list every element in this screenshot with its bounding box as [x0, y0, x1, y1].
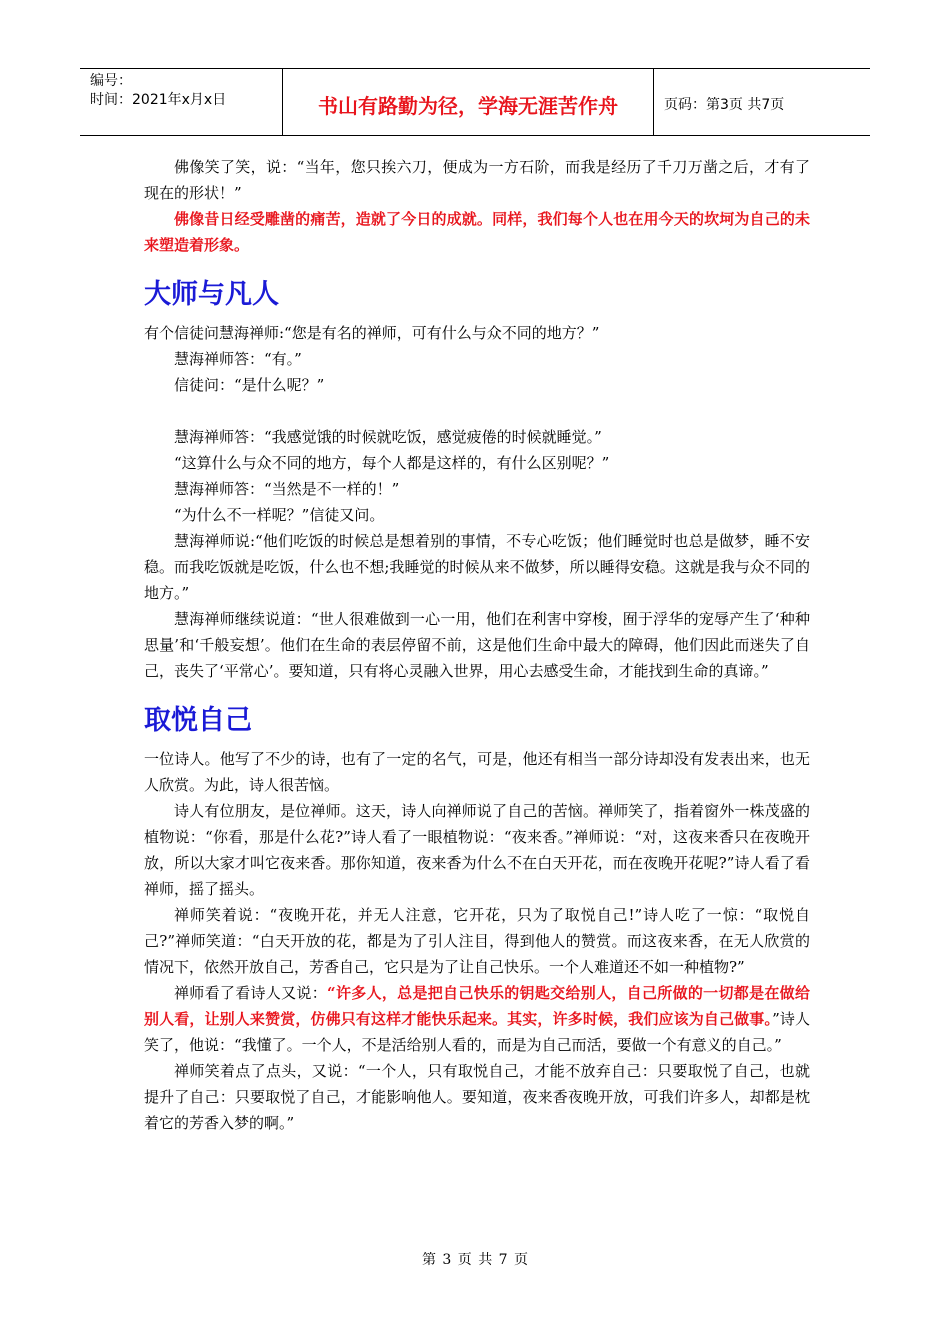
paragraph-tail: ”诗人笑了，他说：“我懂了。一个人，不是活给别人看的，而是为自己而活，要做一个有意义的自己。” [144, 1010, 810, 1054]
paragraph-lead: 禅师看了看诗人又说： [174, 984, 328, 1002]
page-footer: 第 3 页 共 7 页 [421, 1252, 529, 1268]
paragraph: 禅师笑着说：“夜晚开花，并无人注意，它开花，只为了取悦自己!”诗人吃了一惊：“取悦自己?”禅师笑道：“白天开放的花，都是为了引人注目，得到他人的赞赏。而这夜来香，在无人欣赏的情况下，依然开放自己，芳香自己，它只是为了让自己快乐。一个人难道还不如一种植物?” [144, 906, 810, 976]
paragraph: 禅师笑着点了点头，又说：“一个人，只有取悦自己，才能不放弃自己：只要取悦了自己，也就提升了自己：只要取悦了自己，才能影响他人。要知道，夜来香夜晚开放，可我们许多人，却都是枕着它的芳香入梦的啊。” [144, 1062, 810, 1132]
section-title-master: 大师与凡人 [144, 279, 279, 310]
paragraph: 慧海禅师继续说道：“世人很难做到一心一用，他们在利害中穿梭，囿于浮华的宠辱产生了‘种种思量’和‘千般妄想’。他们在生命的表层停留不前，这是他们生命中最大的障碍，他们因此而迷失了自己，丧失了‘平常心’。要知道，只有将心灵融入世界，用心去感受生命，才能找到生命的真谛。” [144, 610, 810, 680]
header-motto: 书山有路勤为径，学海无涯苦作舟 [282, 69, 654, 135]
highlight-text: “许多人，总是把自己快乐的钥匙交给别人，自己所做的一切都是在做给别人看，让别人来赞赏，仿佛只有这样才能快乐起来。其实，许多时候，我们应该为自己做事。 [144, 984, 810, 1028]
paragraph: 慧海禅师说:“他们吃饭的时候总是想着别的事情，不专心吃饭；他们睡觉时也总是做梦，睡不安稳。而我吃饭就是吃饭，什么也不想;我睡觉的时候从来不做梦，所以睡得安稳。这就是我与众不同的地方。” [144, 532, 810, 602]
header-page-code: 页码：第3页 共7页 [664, 97, 785, 113]
page-header [80, 68, 870, 136]
section-title-please-yourself: 取悦自己 [144, 705, 252, 736]
paragraph: 慧海禅师答：“当然是不一样的！” [174, 480, 400, 498]
paragraph: 信徒问：“是什么呢？” [174, 376, 325, 394]
paragraph: 慧海禅师答：“有。” [174, 350, 302, 368]
number-label: 编号： [90, 73, 132, 89]
header-meta [80, 69, 282, 135]
paragraph [144, 980, 810, 1058]
paragraph: “这算什么与众不同的地方，每个人都是这样的，有什么区别呢？” [174, 454, 610, 472]
paragraph: 有个信徒问慧海禅师:“您是有名的禅师，可有什么与众不同的地方？” [144, 324, 600, 342]
paragraph: 慧海禅师答：“我感觉饿的时候就吃饭，感觉疲倦的时候就睡觉。” [174, 428, 602, 446]
paragraph: 诗人有位朋友，是位禅师。这天，诗人向禅师说了自己的苦恼。禅师笑了，指着窗外一株茂盛的植物说：“你看，那是什么花?”诗人看了一眼植物说：“夜来香。”禅师说：“对，这夜来香只在夜晚开放，所以大家才叫它夜来香。那你知道，夜来香为什么不在白天开花，而在夜晚开花呢?”诗人看了看禅师，摇了摇头。 [144, 802, 810, 898]
paragraph: 佛像笑了笑，说：“当年，您只挨六刀，便成为一方石阶，而我是经历了千刀万凿之后，才有了现在的形状！” [144, 158, 810, 202]
paragraph: 一位诗人。他写了不少的诗，也有了一定的名气，可是，他还有相当一部分诗却没有发表出来，也无人欣赏。为此，诗人很苦恼。 [144, 750, 810, 794]
document-body [144, 154, 810, 1136]
time-label: 时间：2021年x月x日 [90, 92, 227, 108]
paragraph: “为什么不一样呢？”信徒又问。 [174, 506, 385, 524]
highlight-paragraph: 佛像昔日经受雕凿的痛苦，造就了今日的成就。同样，我们每个人也在用今天的坎坷为自己的未来塑造着形象。 [144, 210, 810, 254]
